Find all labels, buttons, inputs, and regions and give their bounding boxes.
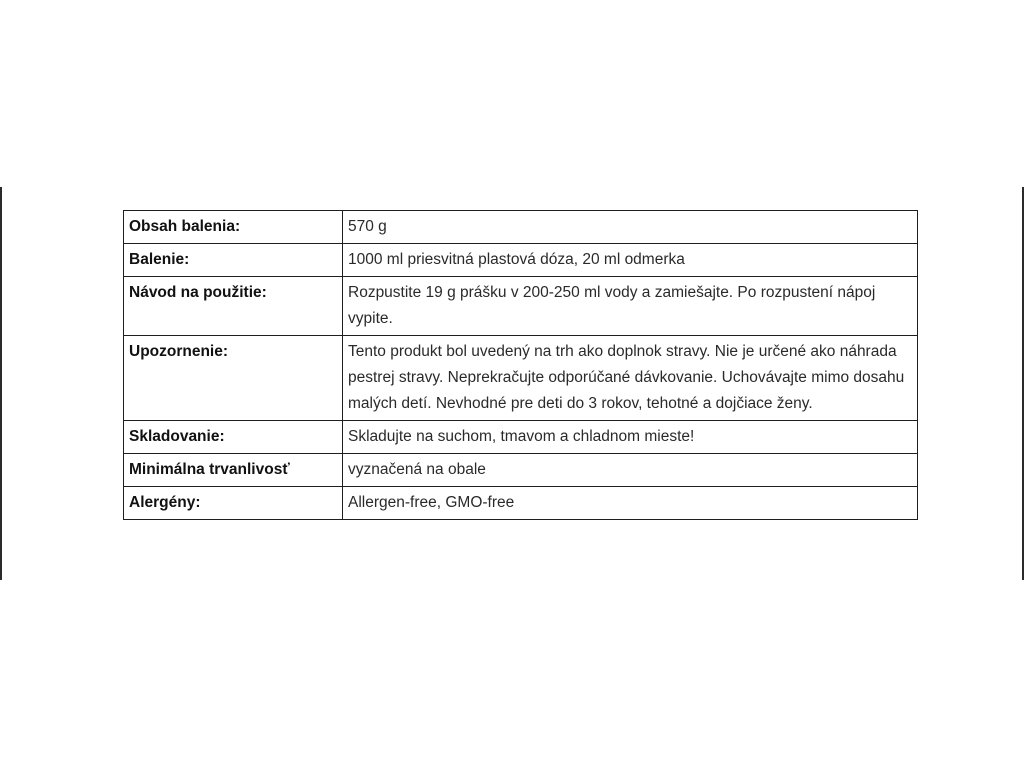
table-row-obsah-balenia <box>124 211 918 244</box>
table-row-upozornenie <box>124 336 918 421</box>
row-value: Tento produkt bol uvedený na trh ako doplnok stravy. Nie je určené ako náhrada pestrej stravy. Neprekračujte odporúčané dávkovanie. Uchovávajte mimo dosahu malých detí. Nevhodné pre deti do 3 rokov, tehotné a dojčiace ženy. <box>343 336 918 421</box>
row-label: Obsah balenia: <box>124 211 343 244</box>
table-row-alergeny <box>124 487 918 520</box>
table-row-balenie <box>124 244 918 277</box>
row-value: Allergen-free, GMO-free <box>343 487 918 520</box>
row-value: vyznačená na obale <box>343 454 918 487</box>
row-value: Skladujte na suchom, tmavom a chladnom mieste! <box>343 421 918 454</box>
row-label: Balenie: <box>124 244 343 277</box>
row-label: Upozornenie: <box>124 336 343 421</box>
row-value: Rozpustite 19 g prášku v 200-250 ml vody a zamiešajte. Po rozpustení nápoj vypite. <box>343 277 918 336</box>
left-edge-divider <box>0 187 2 580</box>
row-label: Minimálna trvanlivosť <box>124 454 343 487</box>
row-label: Alergény: <box>124 487 343 520</box>
row-value: 1000 ml priesvitná plastová dóza, 20 ml odmerka <box>343 244 918 277</box>
table-row-navod <box>124 277 918 336</box>
table-row-skladovanie <box>124 421 918 454</box>
product-spec-table <box>123 210 918 520</box>
row-label: Skladovanie: <box>124 421 343 454</box>
table-row-trvanlivost <box>124 454 918 487</box>
row-value: 570 g <box>343 211 918 244</box>
row-label: Návod na použitie: <box>124 277 343 336</box>
